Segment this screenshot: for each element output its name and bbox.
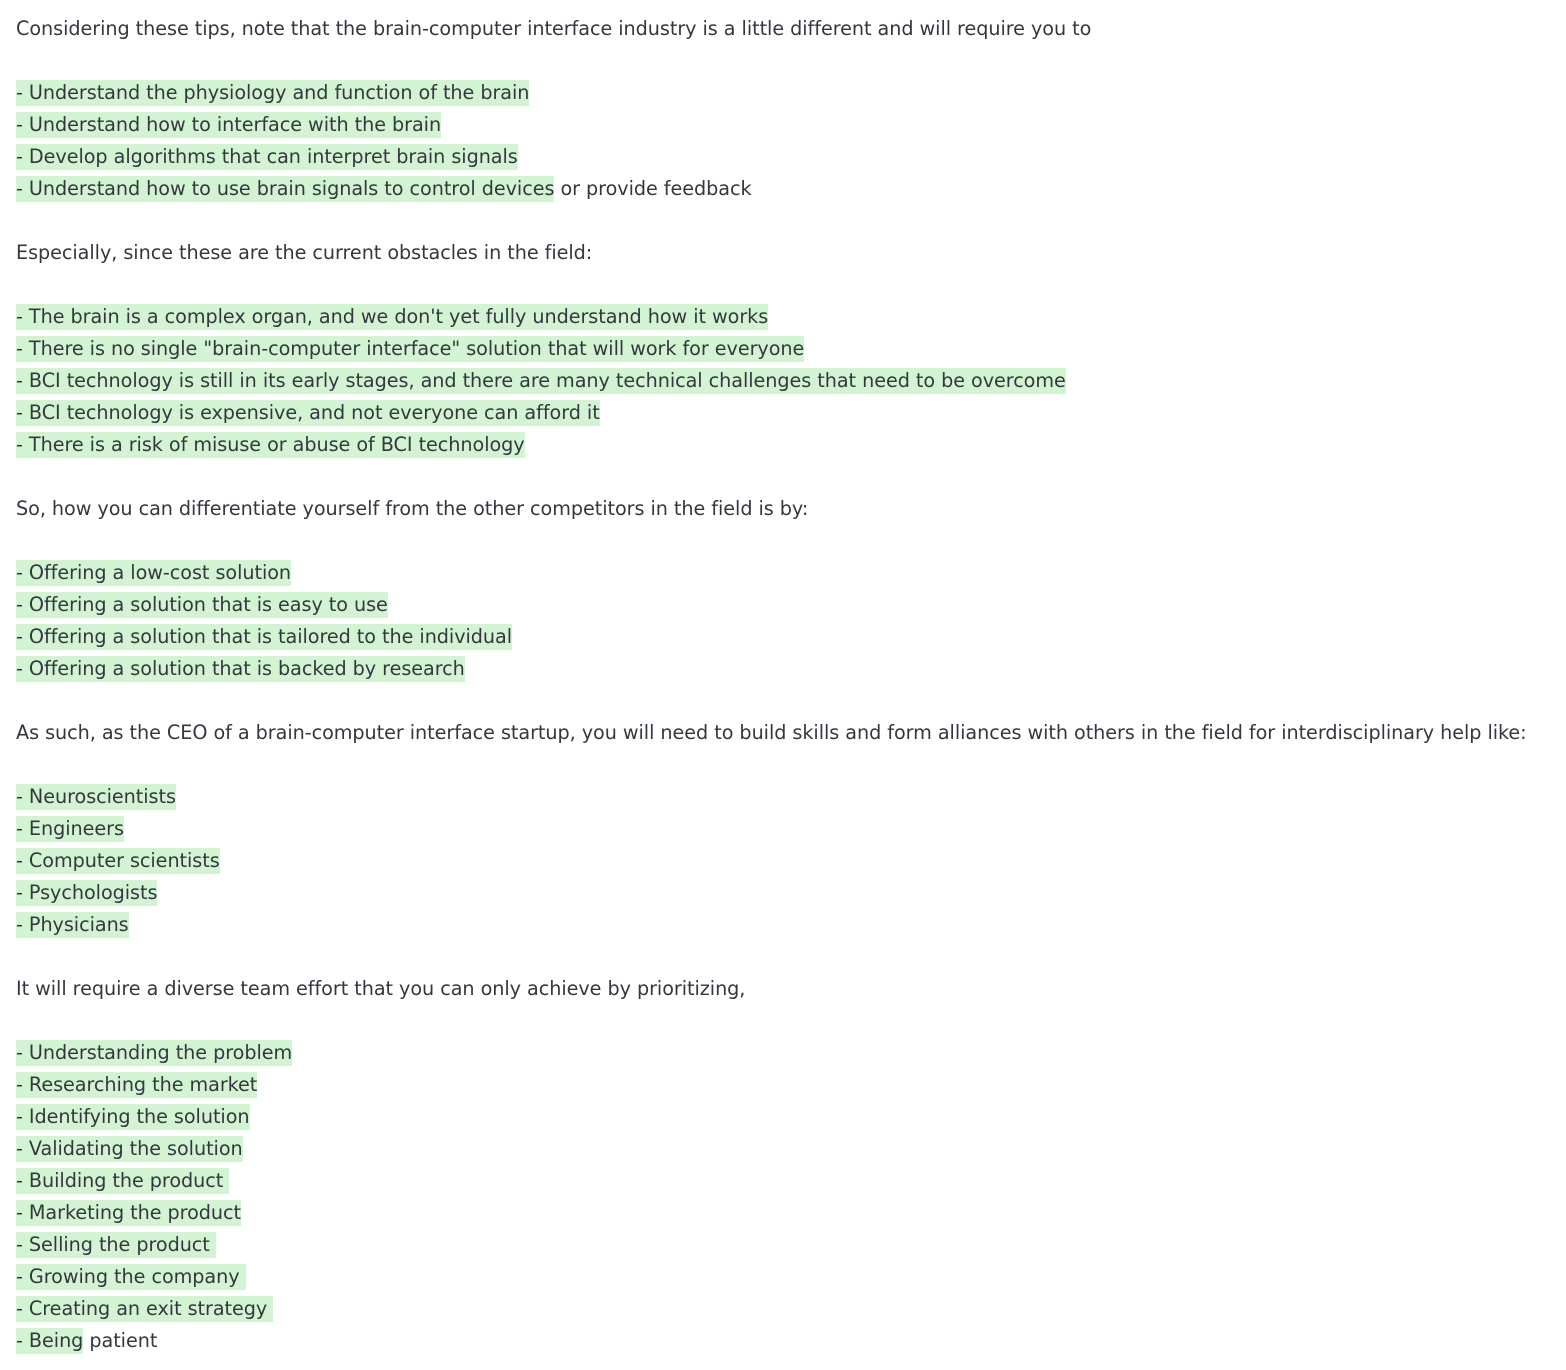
list-item	[16, 1037, 1566, 1069]
paragraph	[16, 493, 1566, 525]
paragraph-text: As such, as the CEO of a brain-computer interface startup, you will need to build skills and form alliances with others in the field for interdisciplinary help like:	[16, 721, 1527, 744]
highlighted-text: - Understanding the problem	[16, 1041, 293, 1064]
highlighted-text: - There is no single "brain-computer interface" solution that will work for everyone	[16, 337, 805, 360]
list-item	[16, 141, 1566, 173]
highlighted-text: - BCI technology is expensive, and not everyone can afford it	[16, 401, 600, 424]
highlighted-text: - Offering a solution that is backed by research	[16, 657, 465, 680]
highlighted-text: - Growing the company	[16, 1265, 246, 1288]
list-item	[16, 845, 1566, 877]
paragraph-text: So, how you can differentiate yourself from the other competitors in the field is by:	[16, 497, 809, 520]
unhighlighted-text: patient	[83, 1329, 158, 1352]
list-item	[16, 109, 1566, 141]
blank-line	[16, 205, 1566, 237]
highlighted-text: - Building the product	[16, 1169, 230, 1192]
list-item	[16, 1101, 1566, 1133]
list-item	[16, 77, 1566, 109]
list-item	[16, 653, 1566, 685]
highlighted-text: - Validating the solution	[16, 1137, 243, 1160]
highlighted-text: - Creating an exit strategy	[16, 1297, 274, 1320]
list-item	[16, 333, 1566, 365]
paragraph	[16, 973, 1566, 1005]
highlighted-text: - Engineers	[16, 817, 124, 840]
list-item	[16, 813, 1566, 845]
highlighted-text: - Offering a solution that is tailored to the individual	[16, 625, 513, 648]
highlighted-text: - Psychologists	[16, 881, 158, 904]
highlighted-text: - Understand the physiology and function of the brain	[16, 81, 530, 104]
list-item	[16, 557, 1566, 589]
blank-line	[16, 941, 1566, 973]
paragraph-text: Especially, since these are the current obstacles in the field:	[16, 241, 593, 264]
blank-line	[16, 749, 1566, 781]
highlighted-text: - Understand how to interface with the brain	[16, 113, 442, 136]
blank-line	[16, 525, 1566, 557]
list-item	[16, 1261, 1566, 1293]
highlighted-text: - There is a risk of misuse or abuse of BCI technology	[16, 433, 525, 456]
list-item	[16, 173, 1566, 205]
highlighted-text: - Offering a solution that is easy to use	[16, 593, 388, 616]
highlighted-text: - Identifying the solution	[16, 1105, 250, 1128]
highlighted-text: - Computer scientists	[16, 849, 220, 872]
highlighted-text: - Selling the product	[16, 1233, 216, 1256]
paragraph-text: Considering these tips, note that the brain-computer interface industry is a little different and will require you to	[16, 17, 1092, 40]
list-item	[16, 429, 1566, 461]
highlighted-text: - BCI technology is still in its early stages, and there are many technical challenges that need to be overcome	[16, 369, 1066, 392]
blank-line	[16, 45, 1566, 77]
list-item	[16, 877, 1566, 909]
paragraph	[16, 237, 1566, 269]
list-item	[16, 1197, 1566, 1229]
highlighted-text: - Marketing the product	[16, 1201, 241, 1224]
blank-line	[16, 685, 1566, 717]
list-item	[16, 621, 1566, 653]
highlighted-text: - Understand how to use brain signals to control devices	[16, 177, 555, 200]
highlighted-text: - Neuroscientists	[16, 785, 176, 808]
paragraph-text: It will require a diverse team effort that you can only achieve by prioritizing,	[16, 977, 746, 1000]
list-item	[16, 589, 1566, 621]
highlighted-text: - Physicians	[16, 913, 129, 936]
blank-line	[16, 461, 1566, 493]
list-item	[16, 781, 1566, 813]
list-item	[16, 1229, 1566, 1261]
blank-line	[16, 1005, 1566, 1037]
list-item	[16, 365, 1566, 397]
highlighted-text: - The brain is a complex organ, and we don't yet fully understand how it works	[16, 305, 769, 328]
list-item	[16, 397, 1566, 429]
list-item	[16, 909, 1566, 941]
list-item	[16, 1165, 1566, 1197]
paragraph	[16, 717, 1566, 749]
highlighted-text: - Being	[16, 1329, 84, 1352]
highlighted-text: - Offering a low-cost solution	[16, 561, 292, 584]
list-item	[16, 1293, 1566, 1325]
blank-line	[16, 269, 1566, 301]
highlighted-text: - Researching the market	[16, 1073, 258, 1096]
paragraph	[16, 13, 1566, 45]
list-item	[16, 1069, 1566, 1101]
list-item	[16, 1133, 1566, 1165]
list-item	[16, 301, 1566, 333]
list-item	[16, 1325, 1566, 1357]
highlighted-text: - Develop algorithms that can interpret brain signals	[16, 145, 518, 168]
unhighlighted-text: or provide feedback	[554, 177, 752, 200]
